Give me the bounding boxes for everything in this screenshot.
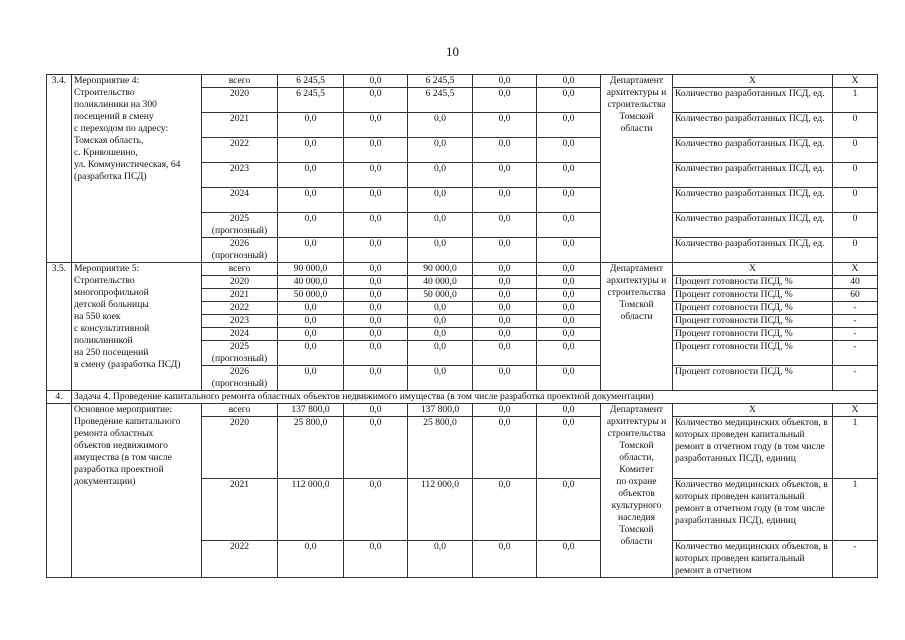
amount-cell: 0,0	[537, 238, 601, 263]
task-number: 4.	[47, 391, 72, 404]
amount-cell: 0,0	[537, 417, 601, 479]
department-line: Комитет	[619, 464, 654, 475]
year-cell: 2021	[202, 113, 278, 138]
amount-cell: 0,0	[278, 341, 344, 366]
amount-cell: 0,0	[473, 163, 537, 188]
amount-cell: 0,0	[537, 366, 601, 391]
amount-cell: 0,0	[344, 75, 408, 88]
amount-cell: 0,0	[344, 315, 408, 328]
measure-title-line: Томская область,	[74, 135, 144, 146]
amount-cell: 0,0	[344, 188, 408, 213]
amount-cell: 0,0	[408, 138, 473, 163]
amount-cell: 25 800,0	[408, 417, 473, 479]
amount-cell: 0,0	[278, 213, 344, 238]
indicator-cell: Процент готовности ПСД, %	[673, 302, 833, 315]
amount-cell: 0,0	[537, 302, 601, 315]
indicator-cell: Процент готовности ПСД, %	[673, 341, 833, 366]
department-line: культурного	[611, 500, 662, 511]
measure-title	[72, 75, 202, 263]
measure-title-line: многопрофильной	[74, 287, 149, 298]
amount-cell: 0,0	[344, 341, 408, 366]
measure-title-line: Строительство	[74, 275, 135, 286]
indicator-value: -	[833, 366, 878, 391]
year-cell: 2020	[202, 417, 278, 479]
amount-cell: 137 800,0	[408, 404, 473, 417]
amount-cell: 0,0	[408, 541, 473, 578]
indicator-cell: Процент готовности ПСД, %	[673, 366, 833, 391]
indicator-cell: X	[673, 75, 833, 88]
amount-cell: 0,0	[278, 138, 344, 163]
amount-cell: 40 000,0	[278, 276, 344, 289]
amount-cell: 0,0	[278, 113, 344, 138]
amount-cell: 0,0	[278, 302, 344, 315]
department-line: объектов	[618, 488, 655, 499]
amount-cell: 0,0	[278, 163, 344, 188]
measure-title-line: Строительство	[74, 87, 135, 98]
amount-cell: 0,0	[408, 213, 473, 238]
amount-cell: 6 245,5	[278, 88, 344, 113]
amount-cell: 0,0	[473, 276, 537, 289]
amount-cell: 0,0	[278, 328, 344, 341]
amount-cell: 0,0	[278, 238, 344, 263]
amount-cell: 0,0	[537, 479, 601, 541]
amount-cell: 0,0	[408, 163, 473, 188]
amount-cell: 0,0	[408, 113, 473, 138]
amount-cell: 0,0	[473, 328, 537, 341]
amount-cell: 137 800,0	[278, 404, 344, 417]
amount-cell: 50 000,0	[408, 289, 473, 302]
indicator-cell: Количество разработанных ПСД, ед.	[673, 238, 833, 263]
department-line: Томской	[619, 299, 654, 310]
amount-cell: 90 000,0	[408, 263, 473, 276]
indicator-value: -	[833, 302, 878, 315]
indicator-cell: Количество разработанных ПСД, ед.	[673, 213, 833, 238]
amount-cell: 0,0	[344, 289, 408, 302]
measure-title-line: ул. Коммунистическая, 64	[74, 159, 181, 170]
indicator-value: -	[833, 541, 878, 578]
amount-cell: 0,0	[278, 315, 344, 328]
amount-cell: 0,0	[408, 302, 473, 315]
department-line: Томской	[619, 524, 654, 535]
department-line: архитектуры и	[606, 416, 667, 427]
amount-cell: 6 245,5	[408, 75, 473, 88]
measure-title-line: имущества (в том числе	[74, 452, 172, 463]
indicator-cell: Процент готовности ПСД, %	[673, 328, 833, 341]
amount-cell: 0,0	[408, 188, 473, 213]
amount-cell: 0,0	[537, 315, 601, 328]
amount-cell: 0,0	[537, 328, 601, 341]
amount-cell: 0,0	[408, 328, 473, 341]
amount-cell: 112 000,0	[278, 479, 344, 541]
year-cell: всего	[202, 75, 278, 88]
indicator-value: 0	[833, 238, 878, 263]
amount-cell: 0,0	[278, 188, 344, 213]
measure-title-line: поликлиникой	[74, 335, 133, 346]
measure-title-line: с. Кривошеино,	[74, 147, 138, 158]
indicator-cell: Количество медицинских объектов, в которых проведен капитальный ремонт в отчетном году (в том числе разработанных ПСД), единиц	[673, 479, 833, 541]
amount-cell: 0,0	[344, 479, 408, 541]
amount-cell: 0,0	[537, 113, 601, 138]
indicator-value: -	[833, 328, 878, 341]
measure-title	[72, 404, 202, 578]
indicator-cell: Процент готовности ПСД, %	[673, 276, 833, 289]
amount-cell: 0,0	[537, 276, 601, 289]
year-cell: 2021	[202, 289, 278, 302]
indicator-value: X	[833, 75, 878, 88]
amount-cell: 0,0	[344, 238, 408, 263]
indicator-value: -	[833, 315, 878, 328]
indicator-value: 0	[833, 188, 878, 213]
indicator-cell: Количество разработанных ПСД, ед.	[673, 138, 833, 163]
year-cell: 2023	[202, 315, 278, 328]
indicator-cell: Процент готовности ПСД, %	[673, 315, 833, 328]
amount-cell: 0,0	[344, 302, 408, 315]
year-cell: 2026 (прогнозный)	[202, 366, 278, 391]
year-cell: 2020	[202, 88, 278, 113]
department-line: области	[620, 311, 653, 322]
year-cell: 2025 (прогнозный)	[202, 213, 278, 238]
amount-cell: 0,0	[473, 138, 537, 163]
amount-cell: 0,0	[408, 341, 473, 366]
department-line: Департамент	[609, 263, 664, 274]
amount-cell: 0,0	[537, 138, 601, 163]
department-line: области,	[619, 452, 654, 463]
department-line: архитектуры и	[606, 87, 667, 98]
amount-cell: 0,0	[473, 341, 537, 366]
measure-title-line: Мероприятие 5:	[74, 263, 140, 274]
department	[601, 75, 673, 263]
amount-cell: 0,0	[537, 289, 601, 302]
year-cell: 2023	[202, 163, 278, 188]
indicator-cell: Количество разработанных ПСД, ед.	[673, 163, 833, 188]
department-line: Томской	[619, 440, 654, 451]
year-cell: 2026 (прогнозный)	[202, 238, 278, 263]
amount-cell: 0,0	[473, 238, 537, 263]
measure-title-line: на 550 коек	[74, 311, 121, 322]
indicator-cell: Количество разработанных ПСД, ед.	[673, 188, 833, 213]
measure-title	[72, 263, 202, 391]
amount-cell: 0,0	[473, 541, 537, 578]
amount-cell: 0,0	[537, 75, 601, 88]
department-line: архитектуры и	[606, 275, 667, 286]
amount-cell: 0,0	[344, 404, 408, 417]
amount-cell: 0,0	[473, 404, 537, 417]
year-cell: 2022	[202, 541, 278, 578]
amount-cell: 0,0	[408, 366, 473, 391]
indicator-value: 1	[833, 417, 878, 479]
amount-cell: 40 000,0	[408, 276, 473, 289]
amount-cell: 0,0	[473, 366, 537, 391]
table-row	[47, 263, 878, 276]
amount-cell: 0,0	[408, 315, 473, 328]
amount-cell: 50 000,0	[278, 289, 344, 302]
amount-cell: 0,0	[344, 213, 408, 238]
year-cell: 2022	[202, 302, 278, 315]
measure-title-line: Основное мероприятие:	[74, 404, 173, 415]
row-number: 3.4.	[47, 75, 72, 263]
amount-cell: 0,0	[473, 75, 537, 88]
amount-cell: 0,0	[344, 276, 408, 289]
amount-cell: 0,0	[344, 541, 408, 578]
indicator-cell: X	[673, 263, 833, 276]
measure-title-line: (разработка ПСД)	[74, 171, 147, 182]
department-line: по охране	[616, 476, 657, 487]
measure-title-line: с переходом по адресу:	[74, 123, 169, 134]
indicator-value: 1	[833, 479, 878, 541]
indicator-value: 0	[833, 138, 878, 163]
amount-cell: 0,0	[408, 238, 473, 263]
amount-cell: 0,0	[537, 541, 601, 578]
amount-cell: 0,0	[537, 341, 601, 366]
amount-cell: 0,0	[344, 88, 408, 113]
amount-cell: 0,0	[473, 417, 537, 479]
measure-title-line: Проведение капитального	[74, 416, 181, 427]
measure-title-line: поликлиники на 300	[74, 99, 157, 110]
amount-cell: 0,0	[344, 417, 408, 479]
table-row	[47, 404, 878, 417]
measure-title-line: на 250 посещений	[74, 347, 149, 358]
amount-cell: 0,0	[473, 263, 537, 276]
amount-cell: 0,0	[344, 138, 408, 163]
department-line: наследия	[618, 512, 655, 523]
department-line: строительства	[607, 99, 666, 110]
measure-title-line: документации)	[74, 476, 136, 487]
indicator-value: X	[833, 263, 878, 276]
year-cell: всего	[202, 263, 278, 276]
amount-cell: 0,0	[344, 366, 408, 391]
amount-cell: 0,0	[473, 88, 537, 113]
indicator-cell: Количество разработанных ПСД, ед.	[673, 113, 833, 138]
department-line: Департамент	[609, 404, 664, 415]
year-cell: 2024	[202, 328, 278, 341]
year-cell: 2020	[202, 276, 278, 289]
amount-cell: 0,0	[344, 163, 408, 188]
row-number	[47, 404, 72, 578]
amount-cell: 0,0	[473, 302, 537, 315]
amount-cell: 6 245,5	[278, 75, 344, 88]
amount-cell: 25 800,0	[278, 417, 344, 479]
amount-cell: 0,0	[473, 188, 537, 213]
department	[601, 404, 673, 578]
amount-cell: 0,0	[537, 163, 601, 188]
amount-cell: 0,0	[537, 188, 601, 213]
indicator-value: X	[833, 404, 878, 417]
measure-title-line: в смену (разработка ПСД)	[74, 359, 181, 370]
indicator-cell: Количество разработанных ПСД, ед.	[673, 88, 833, 113]
department-line: области	[620, 536, 653, 547]
page-number: 10	[446, 44, 459, 59]
row-number: 3.5.	[47, 263, 72, 391]
year-cell: 2024	[202, 188, 278, 213]
amount-cell: 0,0	[278, 366, 344, 391]
amount-cell: 0,0	[278, 541, 344, 578]
amount-cell: 0,0	[344, 263, 408, 276]
measure-title-line: объектов недвижимого	[74, 440, 168, 451]
indicator-value: 60	[833, 289, 878, 302]
indicator-cell: Количество медицинских объектов, в которых проведен капитальный ремонт в отчетном	[673, 541, 833, 578]
year-cell: всего	[202, 404, 278, 417]
year-cell: 2021	[202, 479, 278, 541]
department	[601, 263, 673, 391]
amount-cell: 112 000,0	[408, 479, 473, 541]
amount-cell: 90 000,0	[278, 263, 344, 276]
amount-cell: 0,0	[473, 479, 537, 541]
department-line: строительства	[607, 287, 666, 298]
year-cell: 2022	[202, 138, 278, 163]
amount-cell: 0,0	[473, 213, 537, 238]
amount-cell: 0,0	[473, 289, 537, 302]
measure-title-line: детской больницы	[74, 299, 149, 310]
amount-cell: 0,0	[344, 328, 408, 341]
table-row	[47, 75, 878, 88]
amount-cell: 0,0	[537, 213, 601, 238]
indicator-cell: X	[673, 404, 833, 417]
amount-cell: 0,0	[473, 113, 537, 138]
measure-title-line: посещений в смену	[74, 111, 154, 122]
amount-cell: 0,0	[537, 263, 601, 276]
indicator-cell: Количество медицинских объектов, в которых проведен капитальный ремонт в отчетном году (в том числе разработанных ПСД), единиц	[673, 417, 833, 479]
year-cell: 2025 (прогнозный)	[202, 341, 278, 366]
indicator-value: 40	[833, 276, 878, 289]
indicator-cell: Процент готовности ПСД, %	[673, 289, 833, 302]
task-row	[47, 391, 878, 404]
amount-cell: 0,0	[537, 88, 601, 113]
department-line: области	[620, 123, 653, 134]
indicator-value: -	[833, 341, 878, 366]
program-table	[46, 74, 878, 578]
indicator-value: 0	[833, 213, 878, 238]
indicator-value: 1	[833, 88, 878, 113]
department-line: Томской	[619, 111, 654, 122]
amount-cell: 0,0	[473, 315, 537, 328]
amount-cell: 0,0	[344, 113, 408, 138]
measure-title-line: разработка проектной	[74, 464, 164, 475]
measure-title-line: с консультативной	[74, 323, 150, 334]
measure-title-line: Мероприятие 4:	[74, 75, 140, 86]
indicator-value: 0	[833, 163, 878, 188]
task-title: Задача 4. Проведение капитального ремонта областных объектов недвижимого имущества (в том числе разработка проектной документации)	[72, 391, 878, 404]
department-line: Департамент	[609, 75, 664, 86]
indicator-value: 0	[833, 113, 878, 138]
amount-cell: 6 245,5	[408, 88, 473, 113]
department-line: строительства	[607, 428, 666, 439]
amount-cell: 0,0	[537, 404, 601, 417]
measure-title-line: ремонта областных	[74, 428, 154, 439]
